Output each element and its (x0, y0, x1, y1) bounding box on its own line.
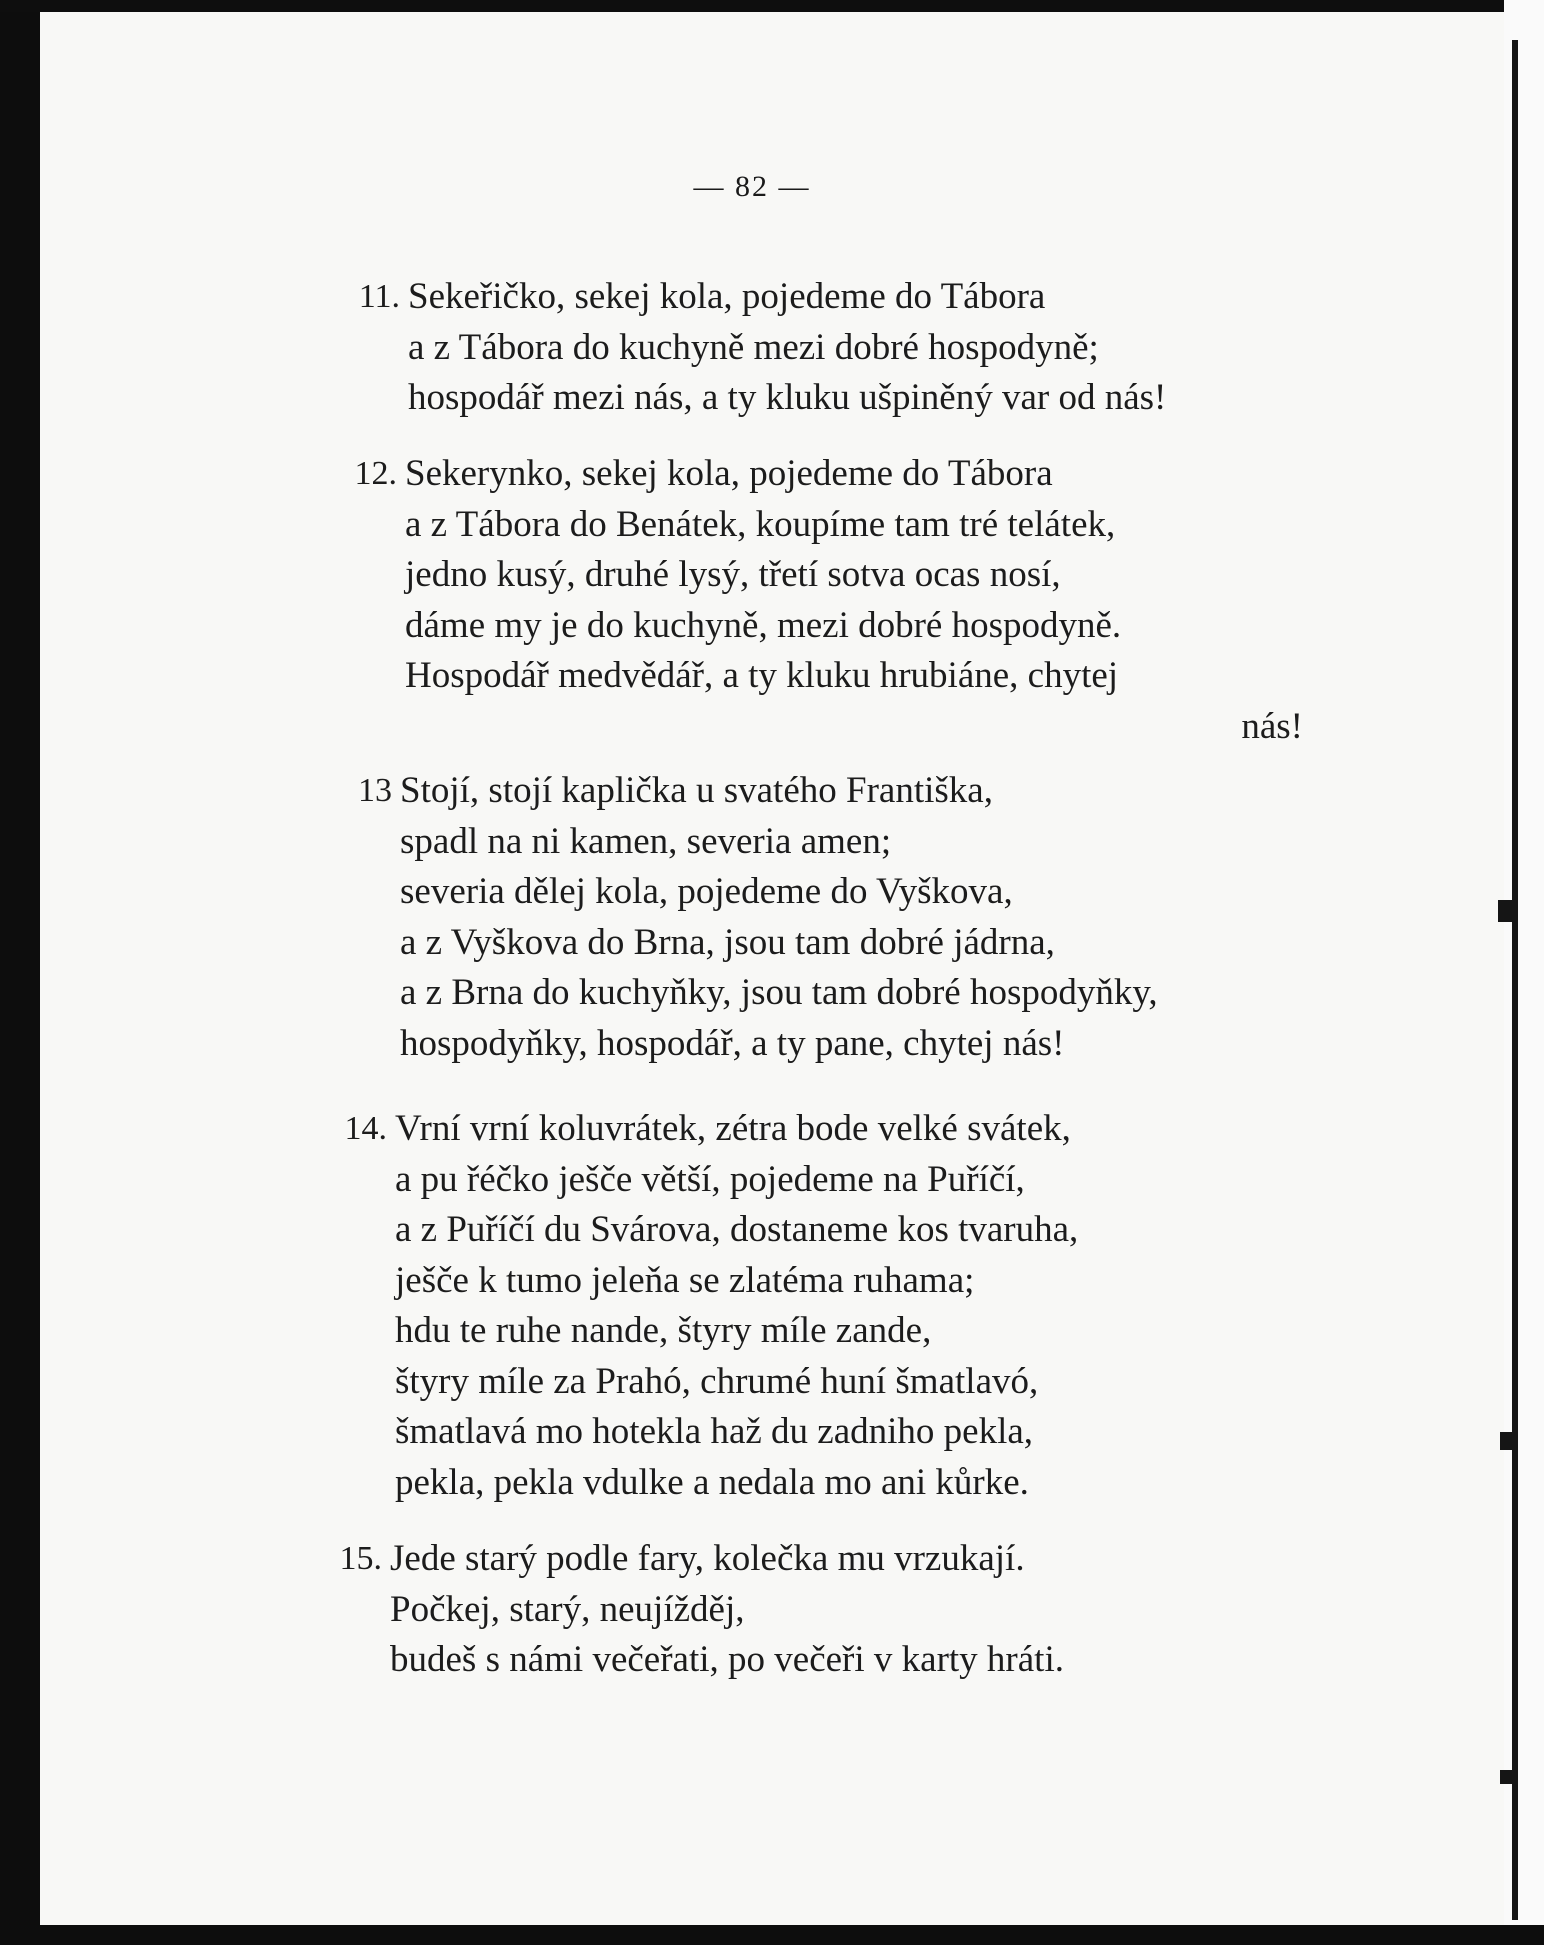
verse-line: a z Tábora do Benátek, koupíme tam tré telátek, (405, 503, 1116, 545)
binding-edge (1512, 40, 1518, 1920)
verse-line: Počkej, starý, neujížděj, (390, 1588, 745, 1630)
verse-line: a z Tábora do kuchyně mezi dobré hospodyně; (408, 326, 1099, 368)
stanza-15 (339, 1534, 1064, 1686)
page-number: — 82 — (693, 170, 811, 203)
stanza-number: 15. (339, 1540, 382, 1577)
edge-mark (1500, 1770, 1514, 1784)
verse-line: severia dělej kola, pojedeme do Vyškova, (400, 871, 1013, 912)
verse-line: Vrní vrní koluvrátek, zétra bode velké svátek, (395, 1108, 1071, 1149)
verse-line: dáme my je do kuchyně, mezi dobré hospodyně. (405, 604, 1122, 646)
verse-line: hospodář mezi nás, a ty kluku ušpiněný var od nás! (408, 377, 1167, 418)
verse-line: Hospodář medvědář, a ty kluku hrubiáne, chytej (405, 655, 1119, 696)
verse-line: štyry míle za Prahó, chrumé huní šmatlavó, (395, 1360, 1039, 1402)
verse-line-continuation: nás! (1241, 705, 1303, 747)
edge-mark (1500, 1432, 1512, 1450)
verse-line: jedno kusý, druhé lysý, třetí sotva ocas nosí, (405, 554, 1061, 595)
verse-line: a z Vyškova do Brna, jsou tam dobré jádrna, (400, 921, 1055, 963)
stanza-13 (358, 766, 1158, 1069)
stanza-14 (344, 1104, 1079, 1508)
verse-line: a pu řéčko ješče větší, pojedeme na Puříčí, (395, 1158, 1025, 1200)
verse-line: Stojí, stojí kaplička u svatého Františka, (400, 770, 993, 811)
stanza-12 (354, 449, 1303, 752)
verse-line: hdu te ruhe nande, štyry míle zande, (395, 1310, 932, 1351)
verse-line: a z Brna do kuchyňky, jsou tam dobré hospodyňky, (400, 972, 1158, 1013)
verse-line: Sekeřičko, sekej kola, pojedeme do Tábora (408, 276, 1046, 317)
verse-line: hospodyňky, hospodář, a ty pane, chytej nás! (400, 1022, 1065, 1064)
stanza-number: 12. (354, 455, 397, 492)
stanza-number: 13 (358, 772, 392, 809)
verse-line: Jede starý podle fary, kolečka mu vrzukají. (390, 1538, 1025, 1579)
verse-line: pekla, pekla vdulke a nedala mo ani kůrke. (395, 1461, 1029, 1503)
verse-line: šmatlavá mo hotekla haž du zadniho pekla, (395, 1411, 1034, 1452)
stanza-number: 11. (358, 278, 400, 315)
stanza-number: 14. (344, 1110, 387, 1147)
verse-line: budeš s námi večeřati, po večeři v karty hráti. (390, 1639, 1064, 1680)
edge-mark (1498, 900, 1512, 922)
verse-line: ješče k tumo jeleňa se zlatéma ruhama; (395, 1259, 975, 1301)
verse-line: spadl na ni kamen, severia amen; (400, 820, 892, 862)
bottom-shadow (0, 1925, 1544, 1945)
verse-line: Sekerynko, sekej kola, pojedeme do Tábora (405, 453, 1053, 494)
stanza-11 (358, 272, 1167, 424)
verse-line: a z Puříčí du Svárova, dostaneme kos tvaruha, (395, 1209, 1079, 1250)
page-edge (1504, 0, 1544, 1945)
